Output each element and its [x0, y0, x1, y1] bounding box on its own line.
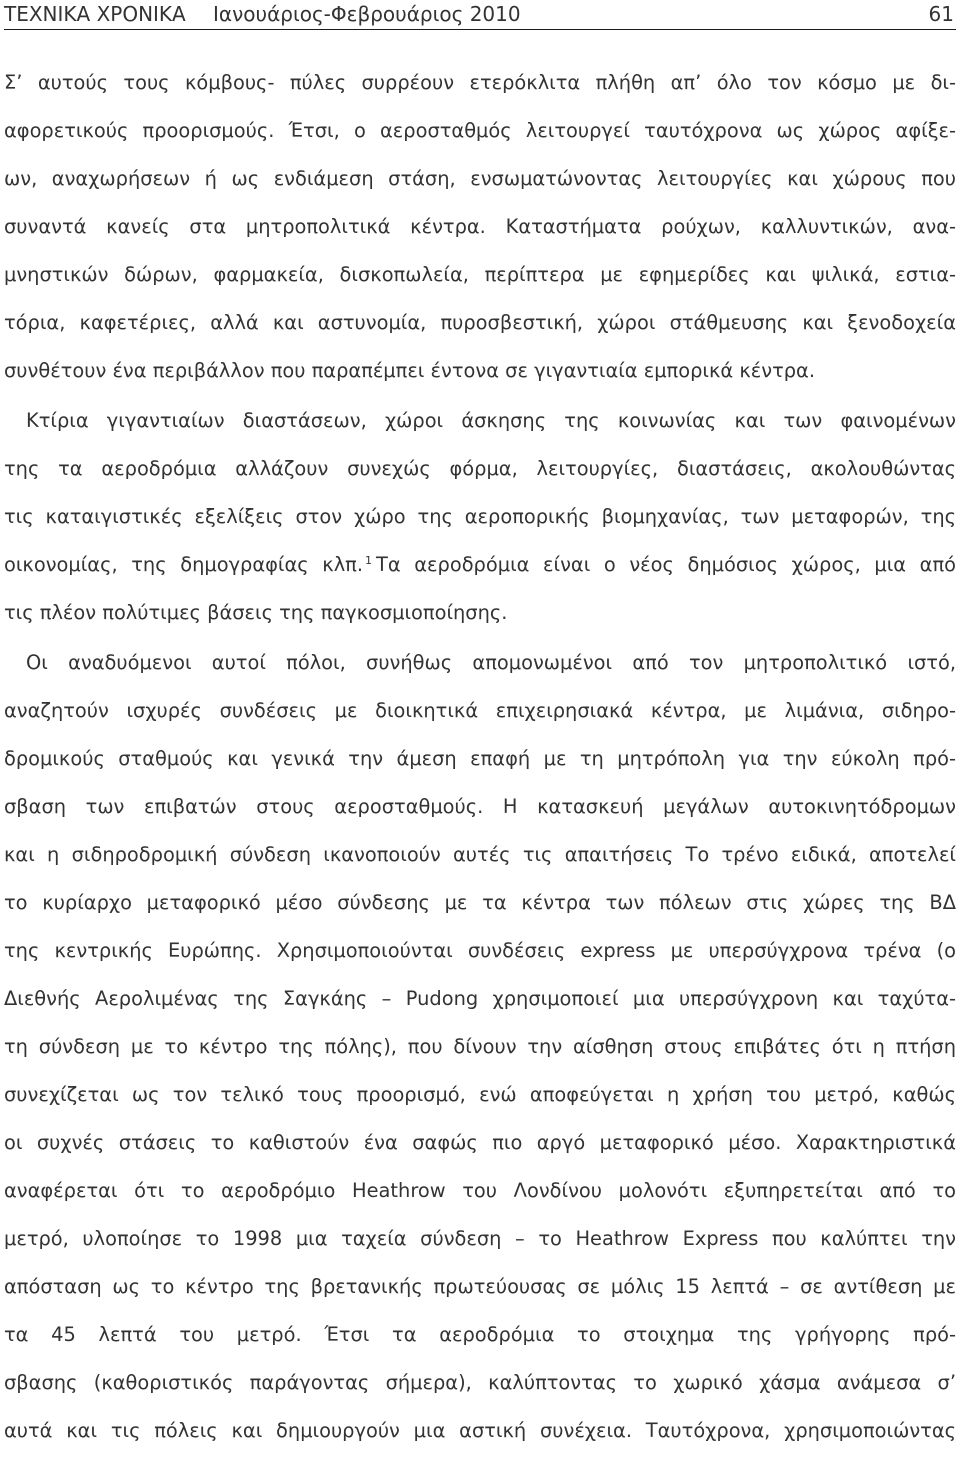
text-line: τις καταιγιστικές εξελίξεις στον χώρο της αεροπορικής βιομηχανίας, των μεταφορών, της	[4, 505, 956, 528]
text-line: και η σιδηροδρομική σύνδεση ικανοποιούν αυτές τις απαιτήσεις Το τρένο ειδικά, αποτελεί	[4, 843, 956, 866]
text-line: συναντά κανείς στα μητροπολιτικά κέντρα. Καταστήματα ρούχων, καλλυντικών, ανα-	[4, 215, 956, 238]
page-number: 61	[928, 2, 954, 26]
text-line: της κεντρικής Ευρώπης. Χρησιμοποιούνται συνδέσεις express με υπερσύγχρονα τρένα (ο	[4, 939, 956, 962]
text-line: τόρια, καφετέριες, αλλά και αστυνομία, πυροσβεστική, χώροι στάθμευσης και ξενοδοχεία	[4, 311, 956, 334]
text-line: συνεχίζεται ως τον τελικό τους προορισμό, ενώ αποφεύγεται η χρήση του μετρό, καθώς	[4, 1083, 956, 1106]
text-line: τις πλέον πολύτιμες βάσεις της παγκοσμιοποίησης.	[4, 601, 508, 624]
text-line: δρομικούς σταθμούς και γενικά την άμεση επαφή με τη μητρόπολη για την εύκολη πρό-	[4, 747, 956, 770]
footnote-line-start: οικονομίας, της δημογραφίας κλπ.	[4, 553, 364, 576]
text-line: αφορετικούς προορισμούς. Έτσι, ο αεροσταθμός λειτουργεί ταυτόχρονα ως χώρος αφίξε-	[4, 119, 956, 142]
text-line: σβαση των επιβατών στους αεροσταθμούς. Η κατασκευή μεγάλων αυτοκινητόδρομων	[4, 795, 956, 818]
text-line: αυτά και τις πόλεις και δημιουργούν μια αστική συνέχεια. Ταυτόχρονα, χρησιμοποιώντας	[4, 1419, 956, 1442]
header-rule	[4, 29, 956, 30]
paragraph-3	[4, 644, 956, 1460]
text-line: το κυρίαρχο μεταφορικό μέσο σύνδεσης με τα κέντρα των πόλεων στις χώρες της ΒΔ	[4, 891, 956, 914]
text-line: αναφέρεται ότι το αεροδρόμιο Heathrow του Λονδίνου μολονότι εξυπηρετείται από το	[4, 1179, 956, 1202]
text-line: Κτίρια γιγαντιαίων διαστάσεων, χώροι άσκησης της κοινωνίας και των φαινομένων	[26, 409, 956, 432]
text-line: ων, αναχωρήσεων ή ως ενδιάμεση στάση, ενσωματώνοντας λειτουργίες και χώρους που	[4, 167, 956, 190]
footnote-line-end: Τα αεροδρόμια είναι ο νέος δημόσιος χώρος, μια από	[376, 553, 956, 576]
footnote-reference[interactable]: 1	[365, 553, 373, 567]
paragraph-1	[4, 64, 956, 400]
text-line: συνθέτουν ένα περιβάλλον που παραπέμπει έντονα σε γιγαντιαία εμπορικά κέντρα.	[4, 359, 816, 382]
text-line-with-footnote	[4, 546, 956, 594]
text-line: μνηστικών δώρων, φαρμακεία, δισκοπωλεία, περίπτερα με εφημερίδες και ψιλικά, εστια-	[4, 263, 956, 286]
text-line: Σ’ αυτούς τους κόμβους- πύλες συρρέουν ετερόκλιτα πλήθη απ’ όλο τον κόσμο με δι-	[4, 71, 956, 94]
text-line: της τα αεροδρόμια αλλάζουν συνεχώς φόρμα, λειτουργίες, διαστάσεις, ακολουθώντας	[4, 457, 956, 480]
paragraph-2	[4, 402, 956, 642]
text-line: αναζητούν ισχυρές συνδέσεις με διοικητικά επιχειρησιακά κέντρα, με λιμάνια, σιδηρο-	[4, 699, 956, 722]
text-line: τα 45 λεπτά του μετρό. Έτσι τα αεροδρόμια το στοιχημα της γρήγορης πρό-	[4, 1323, 956, 1346]
text-line: απόσταση ως το κέντρο της βρετανικής πρωτεύουσας σε μόλις 15 λεπτά – σε αντίθεση με	[4, 1275, 956, 1298]
journal-title: ΤΕΧΝΙΚΑ ΧΡΟΝΙΚΑ	[4, 2, 186, 26]
text-line: Οι αναδυόμενοι αυτοί πόλοι, συνήθως απομονωμένοι από τον μητροπολιτικό ιστό,	[26, 651, 956, 674]
text-line: μετρό, υλοποίησε το 1998 μια ταχεία σύνδεση – το Heathrow Express που καλύπτει την	[4, 1227, 956, 1250]
text-line: σβασης (καθοριστικός παράγοντας σήμερα), καλύπτοντας το χωρικό χάσμα ανάμεσα σ’	[4, 1371, 956, 1394]
issue-date: Ιανουάριος-Φεβρουάριος 2010	[213, 2, 521, 26]
article-body	[4, 64, 956, 1460]
text-line: Διεθνής Αερολιμένας της Σαγκάης – Pudong χρησιμοποιεί μια υπερσύγχρονη και ταχύτα-	[4, 987, 956, 1010]
running-header	[4, 0, 954, 28]
text-line: τη σύνδεση με το κέντρο της πόλης), που δίνουν την αίσθηση στους επιβάτες ότι η πτήση	[4, 1035, 956, 1058]
text-line: οι συχνές στάσεις το καθιστούν ένα σαφώς πιο αργό μεταφορικό μέσο. Χαρακτηριστικά	[4, 1131, 956, 1154]
